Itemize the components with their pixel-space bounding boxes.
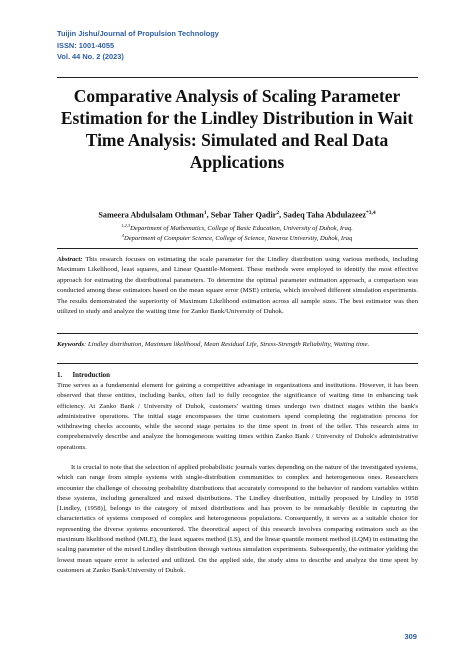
author-name: Sameera Abdulsalam Othman [98, 210, 204, 220]
affiliation-superscript: 4 [121, 233, 124, 238]
keywords-divider [57, 363, 418, 364]
keywords-text: : Lindley distribution, Maximum likelihood, Mean Residual Life, Stress-Strength Reliability, Waiting time. [84, 341, 370, 348]
section-heading: 1. Introduction [57, 372, 110, 379]
author-name: Sadeq Taha Abdulazeez [283, 210, 367, 220]
header-divider [57, 77, 418, 78]
body-paragraph: It is crucial to note that the selection of applied probabilistic journals varies depending on the nature of the investigated systems, which can range from simple systems with single-distribution communities to complex and heterogeneous ones. Researchers encounter the challenge of choosing probability distributions that accurately correspond to the behavior of random variables within these systems, including generalized and mixed distributions. The Lindley distribution, initially proposed by Lindley in 1958 [Lindley, (1958)], belongs to the category of mixed distributions and has proven to be remarkably flexible in capturing the characteristics of systems composed of complex and heterogeneous populations. Consequently, it serves as a suitable choice for representing the diverse systems encountered. The theoretical aspect of this research involves comparing estimators such as the maximum likelihood method (MLE), the least squares method (LS), and the linear quantile moment method (LQM) in estimating the scaling parameter of the mixed Lindley distribution through various simulation experiments. Subsequently, the estimator yielding the lowest mean square error is selected and utilized. On the applied side, the study aims to describe and analyze the time spent by customers at Zanko Bank/University of Duhok. [57, 464, 418, 574]
author-superscript: 1 [203, 210, 207, 216]
author-separator: , [279, 210, 284, 220]
keywords [57, 340, 418, 350]
author-separator: , [206, 210, 211, 220]
body-paragraph: Time serves as a fundamental element for gaining a competitive advantage in organizations and institutions. However, it has been observed that these entities, including banks, often fail to fully recognize the significance of waiting time in enhancing task efficiency. At Zanko Bank / University of Duhok, customers' waiting times undergo two distinct stages within the bank's administrative operations. The initial stage encompasses the time customers spend completing the registration process for withdrawing checks accounts, while the second stage pertains to the time spent in front of the teller. This research aims to comprehensively describe and analyze the homogeneous waiting times within Zanko Bank / University of Duhok's administrative operations. [57, 382, 418, 451]
affiliation [40, 223, 434, 232]
author-name: Sebar Taher Qadir [210, 210, 277, 220]
abstract [57, 255, 418, 317]
journal-header [57, 28, 219, 63]
keywords-label: Keywords [57, 341, 84, 348]
page-number: 309 [404, 632, 417, 641]
abstract-top-divider [57, 248, 418, 249]
affiliation-superscript: 1,2,3 [121, 223, 131, 228]
affiliation [40, 233, 434, 242]
abstract-text: This research focuses on estimating the scale parameter for the Lindley distribution using various methods, including Maximum Likelihood, least squares, and Linear Quantile-Moment. These methods were employed to identify the most effective approach for estimating the distributional parameters. To determine the optimal parameter estimation approach, a comparison was conducted among these estimators based on the mean square error (MSE) criteria, which involved different simulation experiments. The results demonstrated the superiority of Maximum Likelihood estimation across all sample sizes. The best estimator was then utilized to study and analyze the waiting time for Zanko Bank/University of Duhok. [57, 256, 418, 316]
author-list [40, 210, 434, 220]
affiliation-text: Department of Mathematics, College of Basic Education, University of Duhok, Iraq. [130, 225, 353, 233]
author-superscript: *3,4 [366, 210, 376, 216]
journal-volume: Vol. 44 No. 2 (2023) [57, 52, 124, 61]
journal-name: Tuijin Jishu/Journal of Propulsion Technology [57, 29, 219, 38]
author-superscript: 2 [276, 210, 280, 216]
abstract-bottom-divider [57, 333, 418, 334]
abstract-label: Abstract: [57, 256, 83, 263]
affiliation-text: Department of Computer Science, College of Science, Nawroz University, Duhok, Iraq [123, 235, 353, 243]
journal-issn: ISSN: 1001-4055 [57, 40, 115, 50]
paper-title: Comparative Analysis of Scaling Parameter Estimation for the Lindley Distribution in Wait Time Analysis: Simulated and Real Data Applications [60, 86, 414, 172]
